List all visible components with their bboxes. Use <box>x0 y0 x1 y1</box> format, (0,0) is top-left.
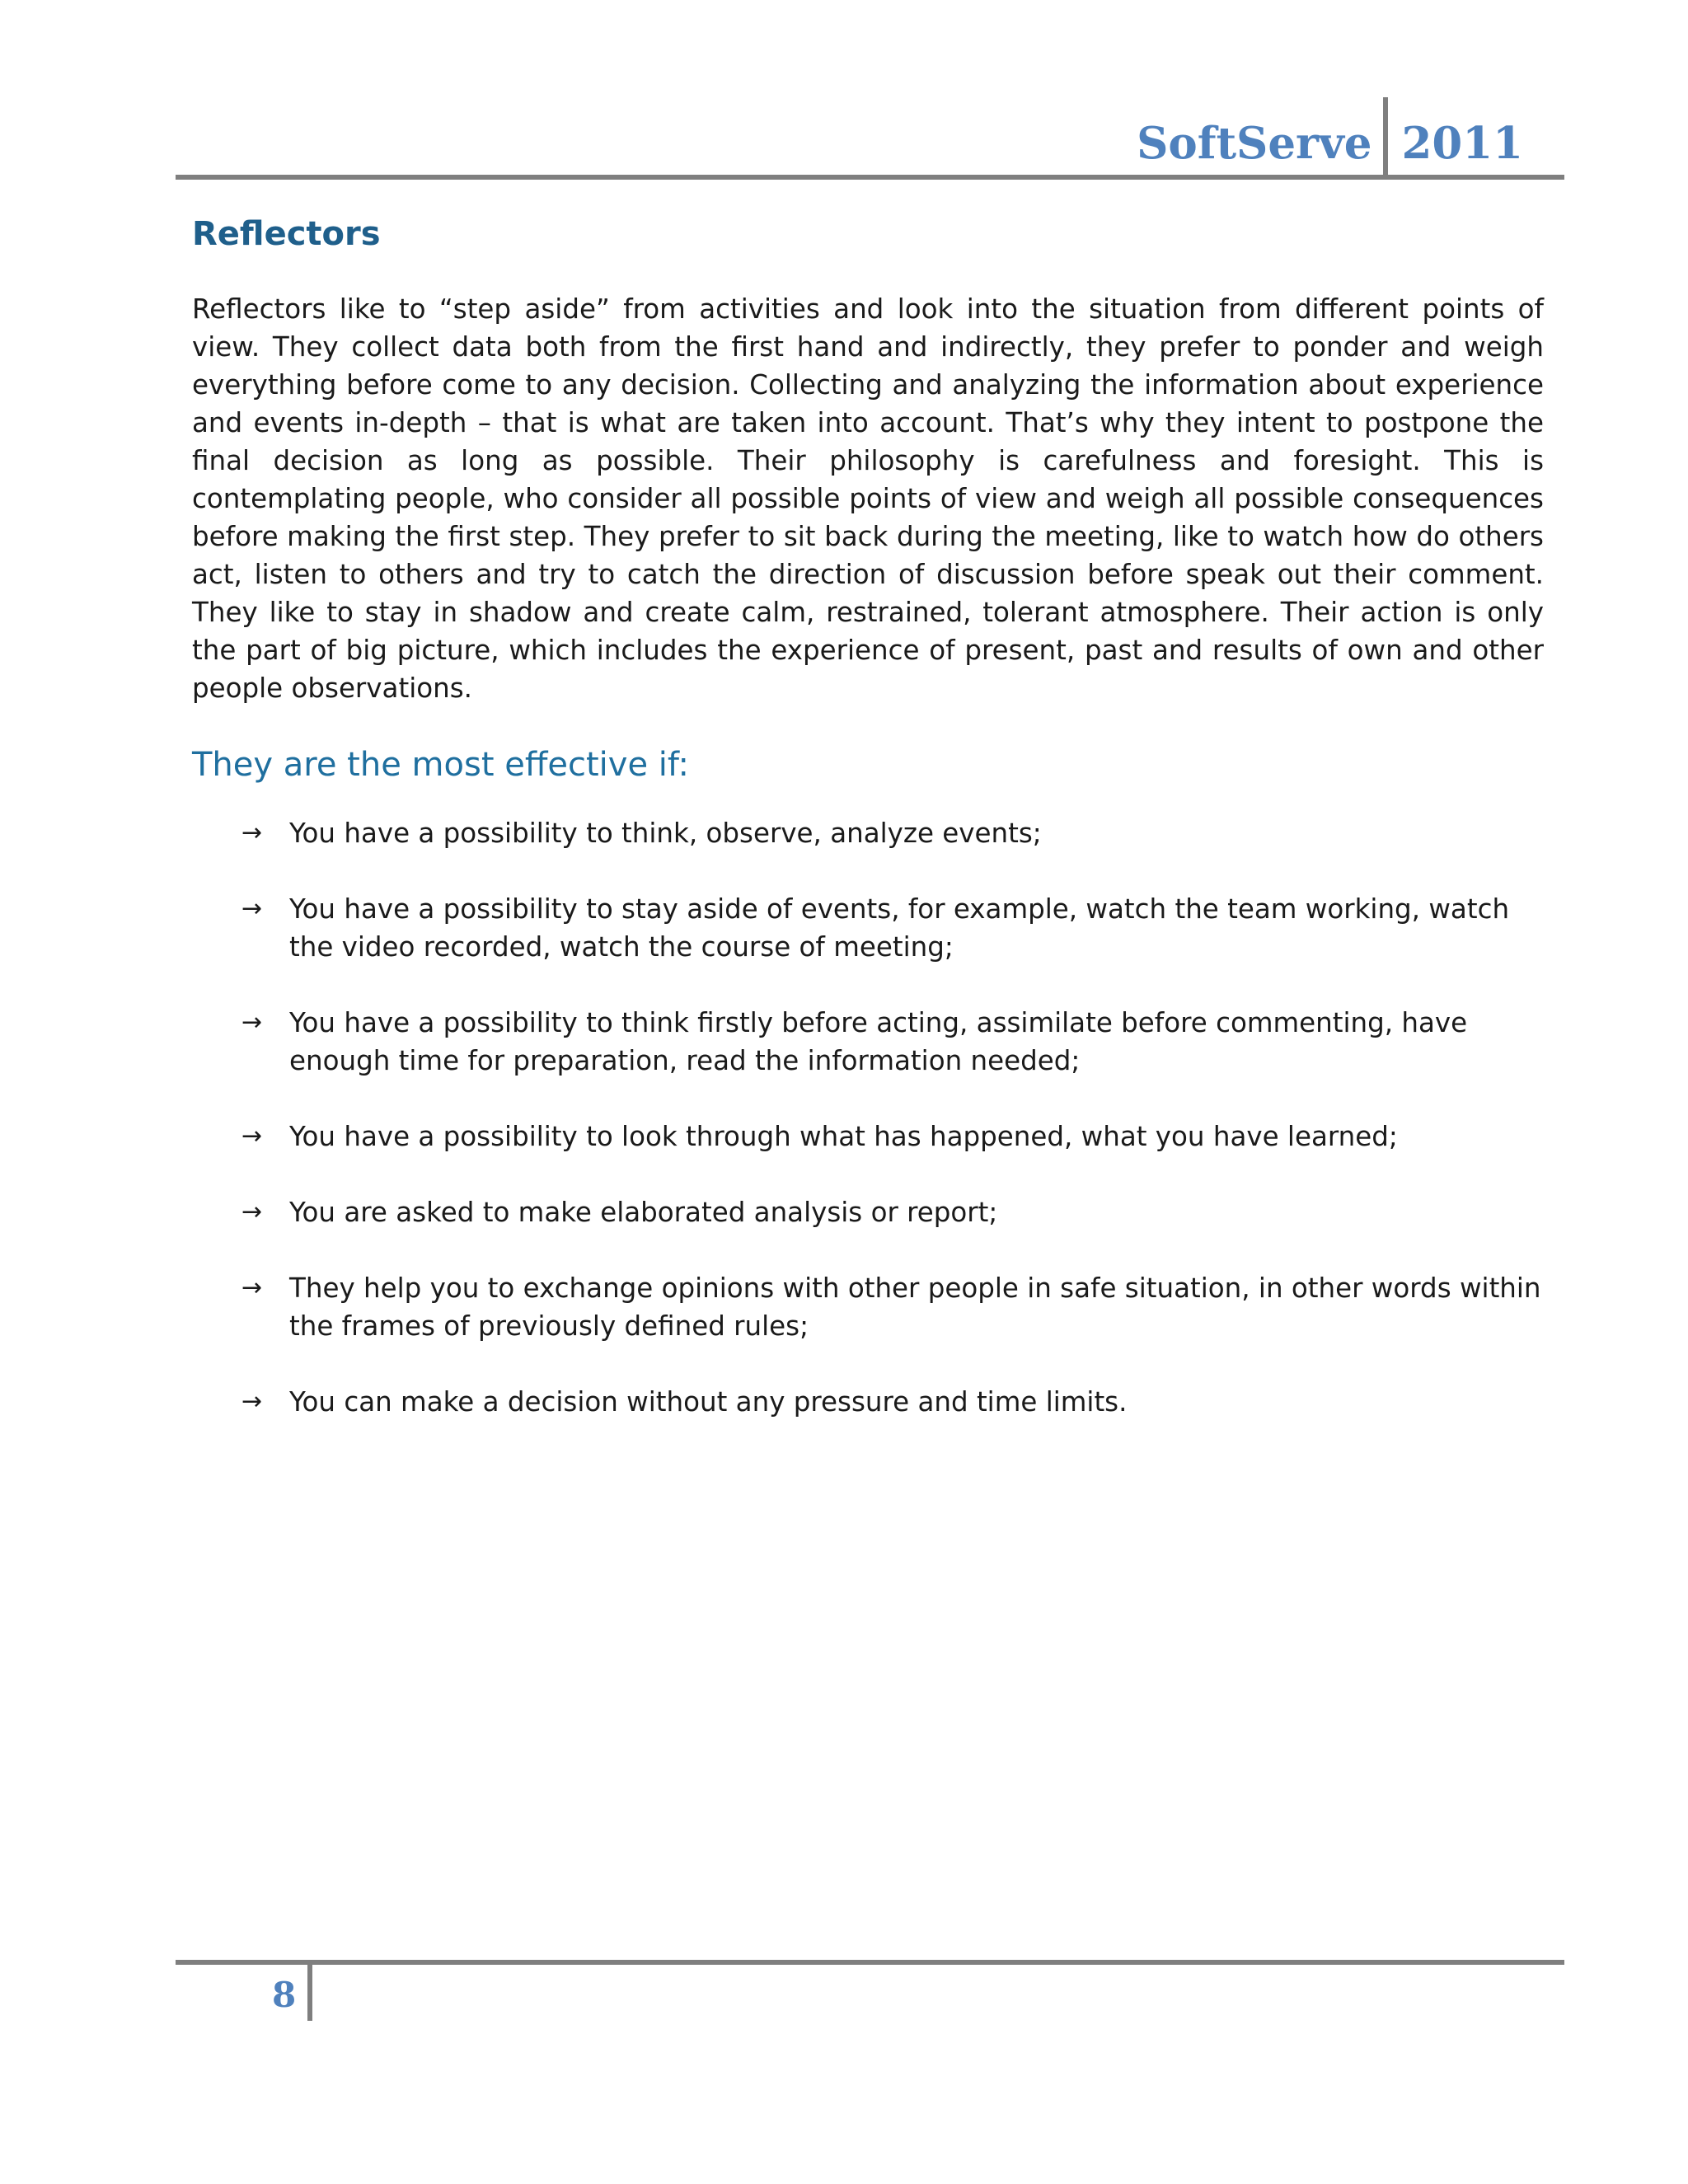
list-item <box>192 814 1544 852</box>
arrow-right-icon: → <box>241 1387 263 1416</box>
section-paragraph: Reflectors like to “step aside” from activities and look into the situation from different points of view. They collect data both from the first hand and indirectly, they prefer to ponder and weigh everything before come to any decision. Collecting and analyzing the information about experience and events in-depth – that is what are taken into account. That’s why they intent to postpone the final decision as long as possible. Their philosophy is carefulness and foresight. This is contemplating people, who consider all possible points of view and weigh all possible consequences before making the first step. They prefer to sit back during the meeting, like to watch how do others act, listen to others and try to catch the direction of discussion before speak out their comment. They like to stay in shadow and create calm, restrained, tolerant atmosphere. Their action is only the part of big picture, which includes the experience of present, past and results of own and other people observations. <box>192 293 1544 704</box>
footer-divider <box>307 1965 312 2021</box>
page-content <box>192 213 1544 1459</box>
effective-heading: They are the most effective if: <box>192 746 690 784</box>
list-item-text: You are asked to make elaborated analysis or report; <box>289 1197 998 1228</box>
section-title: Reflectors <box>192 215 381 253</box>
list-item-text: You have a possibility to think firstly before acting, assimilate before commenting, have enough time for preparation, read the information needed; <box>289 1007 1468 1076</box>
arrow-right-icon: → <box>241 894 263 923</box>
header-company-name: SoftServe <box>1137 117 1372 169</box>
arrow-right-icon: → <box>241 1197 263 1226</box>
footer-rule <box>176 1960 1564 1965</box>
arrow-right-icon: → <box>241 1273 263 1302</box>
list-item-text: You have a possibility to stay aside of events, for example, watch the team working, watch the video recorded, watch the course of meeting; <box>289 893 1510 963</box>
arrow-right-icon: → <box>241 1122 263 1151</box>
header-year: 2011 <box>1401 117 1523 169</box>
list-item <box>192 1269 1544 1345</box>
page-header <box>176 97 1564 180</box>
list-item-text: You have a possibility to look through what has happened, what you have learned; <box>289 1121 1398 1152</box>
header-brand-group <box>1137 97 1523 180</box>
list-item <box>192 1004 1544 1080</box>
header-rule <box>176 175 1564 180</box>
arrow-right-icon: → <box>241 1008 263 1037</box>
arrow-right-icon: → <box>241 818 263 847</box>
list-item-text: They help you to exchange opinions with other people in safe situation, in other words within the frames of previously defined rules; <box>289 1272 1541 1342</box>
page-number: 8 <box>272 1974 297 2015</box>
list-item <box>192 1383 1544 1421</box>
list-item-text: You have a possibility to think, observe, analyze events; <box>289 818 1042 849</box>
list-item <box>192 1118 1544 1155</box>
list-item-text: You can make a decision without any pressure and time limits. <box>289 1386 1128 1418</box>
list-item <box>192 1193 1544 1231</box>
footer-page-group <box>272 1965 312 2021</box>
list-item <box>192 890 1544 966</box>
effective-list <box>192 814 1544 1421</box>
